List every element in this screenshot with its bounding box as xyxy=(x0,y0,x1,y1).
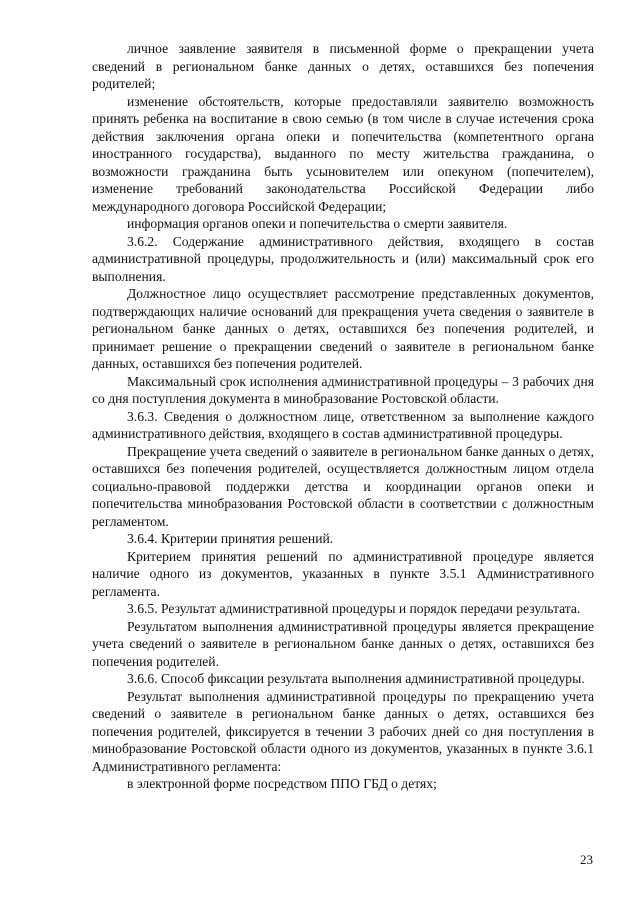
paragraph-decision-criterion: Критерием принятия решений по административной процедуре является наличие одного из документов, указанных в пункте 3.5.1 Административного регламента. xyxy=(92,548,594,599)
document-body xyxy=(92,40,594,793)
paragraph-section-3-6-4: 3.6.4. Критерии принятия решений. xyxy=(127,531,334,546)
paragraph-result-fixation: Результат выполнения административной процедуры по прекращению учета сведений о заявителе в региональном банке данных о детях, оставшихся без попечения родителей, фиксируется в течении 3 рабочих дней со дня поступления в минобразование Ростовской области одного из документов, указанных в пункте 3.6.1 Административного регламента: xyxy=(92,688,594,774)
paragraph-section-3-6-6: 3.6.6. Способ фиксации результата выполнения административной процедуры. xyxy=(127,671,585,686)
paragraph-procedure-result: Результатом выполнения административной процедуры является прекращение учета сведений о заявителе в региональном банке данных о детях, оставшихся без попечения родителей. xyxy=(92,618,594,669)
paragraph-personal-application: личное заявление заявителя в письменной форме о прекращении учета сведений в региональном банке данных о детях, оставшихся без попечения родителей; xyxy=(92,41,594,91)
page-number: 23 xyxy=(580,852,593,867)
paragraph-termination-official: Прекращение учета сведений о заявителе в региональном банке данных о детях, оставшихся без попечения родителей, осуществляется должностным лицом отдела социально-правовой поддержки детства и координации органов опеки и попечительства минобразования Ростовской области в соответствии с должностным регламентом. xyxy=(92,443,594,529)
paragraph-max-term: Максимальный срок исполнения административной процедуры – 3 рабочих дня со дня поступления документа в минобразование Ростовской области. xyxy=(92,373,594,406)
paragraph-electronic-form: в электронной форме посредством ППО ГБД о детях; xyxy=(127,776,437,791)
paragraph-section-3-6-2: 3.6.2. Содержание административного действия, входящего в состав административной процедуры, продолжительность и (или) максимальный срок его выполнения. xyxy=(92,233,594,284)
paragraph-official-review: Должностное лицо осуществляет рассмотрение представленных документов, подтверждающих наличие оснований для прекращения учета сведения о заявителе в региональном банке данных о детях, оставшихся без попечения родителей, и принимает решение о прекращении сведений о заявителе в региональном банке данных, оставшихся без попечения родителей. xyxy=(92,286,594,371)
paragraph-section-3-6-5: 3.6.5. Результат административной процедуры и порядок передачи результата. xyxy=(127,601,581,616)
paragraph-section-3-6-3: 3.6.3. Сведения о должностном лице, ответственном за выполнение каждого административного действия, входящего в состав административной процедуры. xyxy=(92,408,594,441)
paragraph-change-of-circumstances: изменение обстоятельств, которые предоставляли заявителю возможность принять ребенка на воспитание в свою семью (в том числе в случае истечения срока действия заключения органа опеки и попечительства (компетентного органа иностранного государства), выданного по месту жительства гражданина, о возможности гражданина быть усыновителем или опекуном (попечителем), изменение требований законодательства Российской Федерации либо международного договора Российской Федерации; xyxy=(92,93,594,214)
paragraph-death-information: информация органов опеки и попечительства о смерти заявителя. xyxy=(127,216,508,231)
